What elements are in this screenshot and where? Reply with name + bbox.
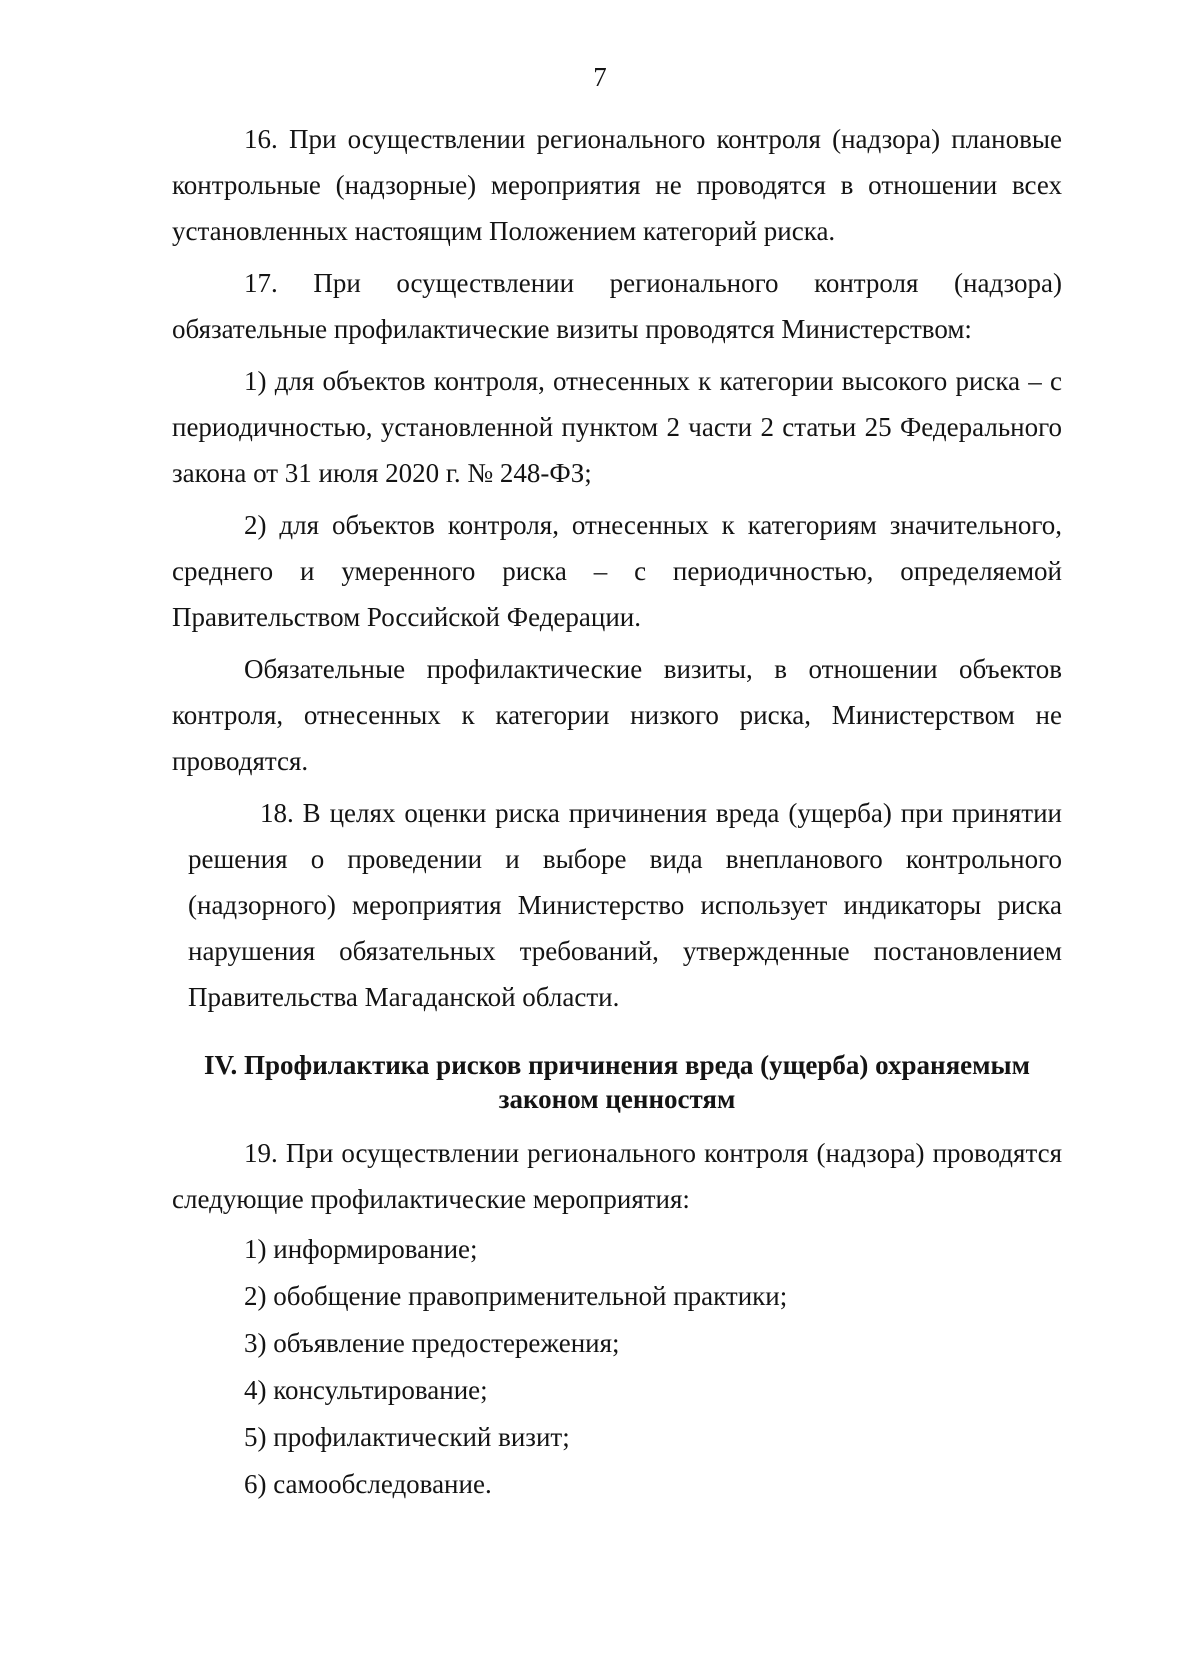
paragraph-17-item-2: 2) для объектов контроля, отнесенных к категориям значительного, среднего и умеренного риска – с периодичностью, определяемой Правительством Российской Федерации. <box>172 510 1062 632</box>
paragraph-17-note: Обязательные профилактические визиты, в отношении объектов контроля, отнесенных к категории низкого риска, Министерством не проводятся. <box>172 654 1062 776</box>
paragraph-19: 19. При осуществлении регионального контроля (надзора) проводятся следующие профилактические мероприятия: <box>172 1138 1062 1214</box>
section-heading-line-1: IV. Профилактика рисков причинения вреда (ущерба) охраняемым <box>203 1050 1031 1080</box>
paragraph-18: 18. В целях оценки риска причинения вреда (ущерба) при принятии решения о проведении и выборе вида внепланового контрольного (надзорного) мероприятия Министерство использует индикаторы риска нарушения обязательных требований, утвержденные постановлением Правительства Магаданской области. <box>188 798 1062 1012</box>
paragraph-17-item-1: 1) для объектов контроля, отнесенных к категории высокого риска – с периодичностью, установленной пунктом 2 части 2 статьи 25 Федерального закона от 31 июля 2020 г. № 248-ФЗ; <box>172 366 1062 488</box>
list-item: 4) консультирование; <box>244 1375 488 1405</box>
list-item: 2) обобщение правоприменительной практики; <box>244 1281 788 1311</box>
list-item: 6) самообследование. <box>244 1469 492 1499</box>
page-number: 7 <box>593 62 607 92</box>
paragraph-17: 17. При осуществлении регионального контроля (надзора) обязательные профилактические визиты проводятся Министерством: <box>172 268 1062 344</box>
document-body <box>172 116 1062 1508</box>
list-item: 5) профилактический визит; <box>244 1422 570 1452</box>
list-item: 1) информирование; <box>244 1234 478 1264</box>
section-heading <box>172 1048 1062 1116</box>
paragraph-16: 16. При осуществлении регионального контроля (надзора) плановые контрольные (надзорные) мероприятия не проводятся в отношении всех установленных настоящим Положением категорий риска. <box>172 124 1062 246</box>
section-heading-line-2: законом ценностям <box>498 1084 736 1114</box>
list-item: 3) объявление предостережения; <box>244 1328 620 1358</box>
measures-list <box>172 1226 1062 1508</box>
